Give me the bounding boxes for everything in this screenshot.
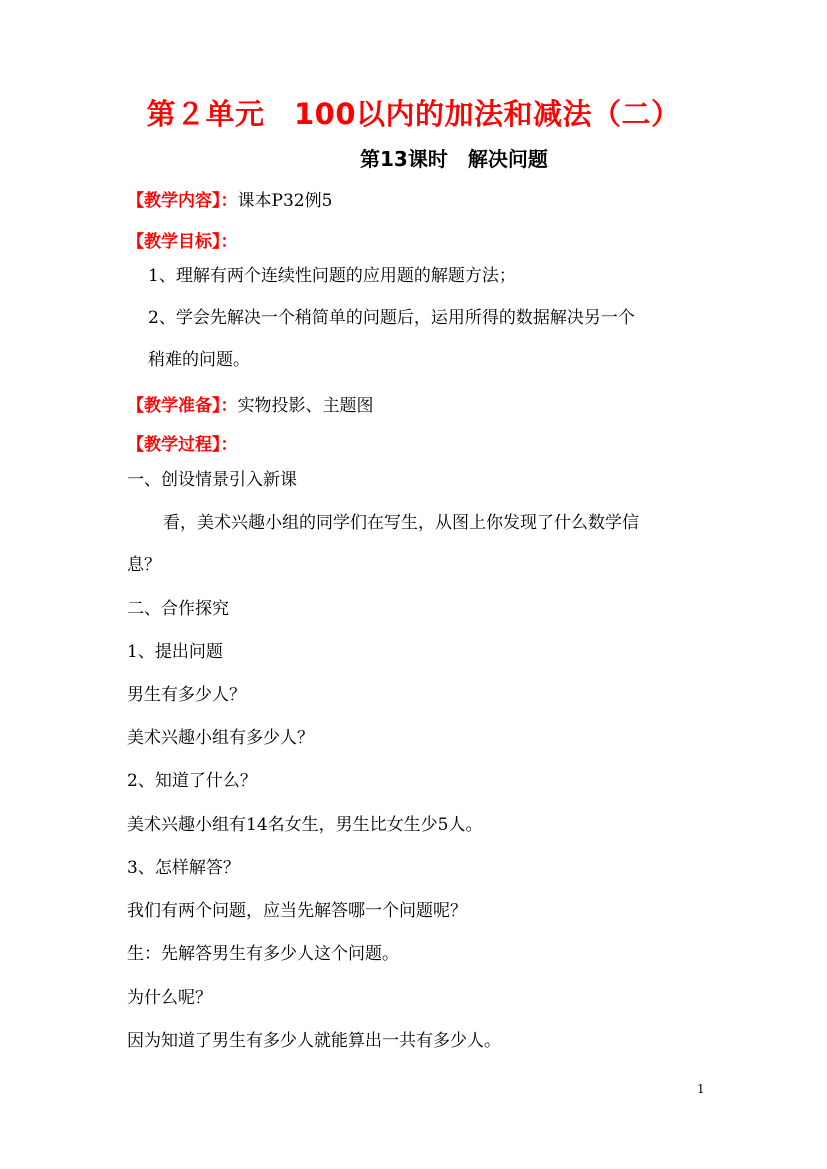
unit-title: 第２单元 100以内的加法和减法（二）: [146, 97, 681, 131]
content-label: 【教学内容】：: [127, 191, 238, 211]
paragraph: 美术兴趣小组有14名女生，男生比女生少5人。: [127, 815, 483, 835]
lesson-title: 第13课时 解决问题: [360, 147, 548, 171]
paragraph: 2、知道了什么？: [127, 771, 257, 791]
goal-1: 1、理解有两个连续性问题的应用题的解题方法；: [148, 266, 516, 286]
paragraph: 一、创设情景引入新课: [127, 470, 297, 490]
process-row: [127, 430, 238, 455]
paragraph: 美术兴趣小组有多少人？: [127, 728, 314, 748]
goals-label: 【教学目标】：: [127, 232, 238, 252]
paragraph: 男生有多少人？: [127, 685, 246, 705]
paragraph: 息？: [127, 555, 161, 575]
page-number: 1: [697, 1082, 705, 1096]
paragraph: 看，美术兴趣小组的同学们在写生，从图上你发现了什么数学信: [163, 513, 639, 533]
goals-row: [127, 227, 238, 252]
content-value: 课本P32例5: [237, 191, 333, 211]
prep-value: 实物投影、主题图: [237, 396, 374, 416]
content-row: [127, 186, 332, 211]
goal-2-line-1: 2、学会先解决一个稍简单的问题后，运用所得的数据解决另一个: [148, 308, 635, 328]
paragraph: 二、合作探究: [127, 599, 229, 619]
paragraph: 1、提出问题: [127, 642, 223, 662]
paragraph: 我们有两个问题，应当先解答哪一个问题呢？: [127, 901, 467, 921]
paragraph: 3、怎样解答？: [127, 858, 240, 878]
prep-label: 【教学准备】：: [127, 396, 238, 416]
paragraph: 为什么呢？: [127, 988, 212, 1008]
paragraph: 生：先解答男生有多少人这个问题。: [127, 944, 399, 964]
process-label: 【教学过程】：: [127, 435, 238, 455]
paragraph: 因为知道了男生有多少人就能算出一共有多少人。: [127, 1031, 501, 1051]
prep-row: [127, 391, 374, 416]
goal-2-line-2: 稍难的问题。: [148, 350, 250, 370]
